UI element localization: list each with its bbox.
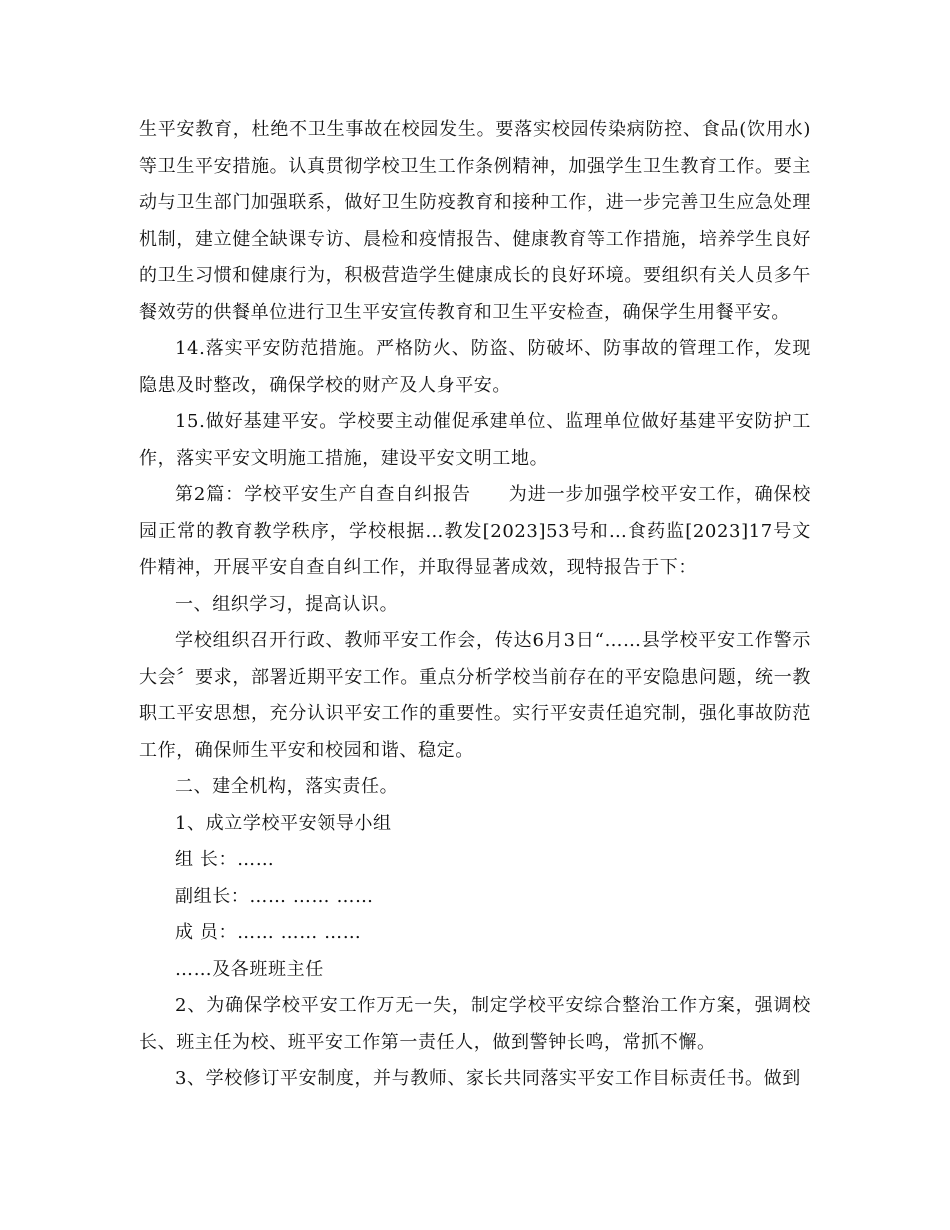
paragraph-hygiene-safety: 生平安教育，杜绝不卫生事故在校园发生。要落实校园传染病防控、食品(饮用水)等卫生平安措施。认真贯彻学校卫生工作条例精神，加强学生卫生教育工作。要主动与卫生部门加强联系，做好卫生防疫教育和接种工作，进一步完善卫生应急处理机制，建立健全缺课专访、晨检和疫情报告、健康教育等工作措施，培养学生良好的卫生习惯和健康行为，积极营造学生健康成长的良好环境。要组织有关人员多午餐效劳的供餐单位进行卫生平安宣传教育和卫生平安检查，确保学生用餐平安。 xyxy=(139,119,811,323)
paragraph-item-3: 3、学校修订平安制度，并与教师、家长共同落实平安工作目标责任书。做到 xyxy=(175,1068,801,1089)
paragraph-class-teachers: ……及各班班主任 xyxy=(175,958,324,980)
paragraph-leading-group: 1、成立学校平安领导小组 xyxy=(175,812,392,834)
paragraph-meeting: 学校组织召开行政、教师平安工作会，传达6月3日“……县学校平安工作警示大会〞要求，部署近期平安工作。重点分析学校当前存在的平安隐患问题，统一教职工平安思想，充分认识平安工作的重要性。实行平安责任追究制，强化事故防范工作，确保师生平安和校园和谐、稳定。 xyxy=(139,630,811,761)
paragraph-report-intro: 第2篇：学校平安生产自查自纠报告 为进一步加强学校平安工作，确保校园正常的教育教学秩序，学校根据…教发[2023]53号和…食药监[2023]17号文件精神，开展平安自查自纠工作，并取得显著成效，现特报告于下： xyxy=(139,484,811,578)
paragraph-item-14: 14.落实平安防范措施。严格防火、防盗、防破坏、防事故的管理工作，发现隐患及时整改，确保学校的财产及人身平安。 xyxy=(139,338,811,396)
paragraph-deputy-leader: 副组长：…… …… …… xyxy=(175,885,374,907)
paragraph-item-15: 15.做好基建平安。学校要主动催促承建单位、监理单位做好基建平安防护工作，落实平安文明施工措施，建设平安文明工地。 xyxy=(139,411,811,469)
document-body xyxy=(139,112,811,1098)
section-heading-1: 一、组织学习，提高认识。 xyxy=(175,593,399,615)
section-heading-2: 二、建全机构，落实责任。 xyxy=(175,776,399,797)
paragraph-item-2: 2、为确保学校平安工作万无一失，制定学校平安综合整治工作方案，强调校长、班主任为校、班平安工作第一责任人，做到警钟长鸣，常抓不懈。 xyxy=(139,995,811,1053)
paragraph-members: 成 员：…… …… …… xyxy=(175,922,362,943)
paragraph-group-leader: 组 长：…… xyxy=(175,849,275,870)
